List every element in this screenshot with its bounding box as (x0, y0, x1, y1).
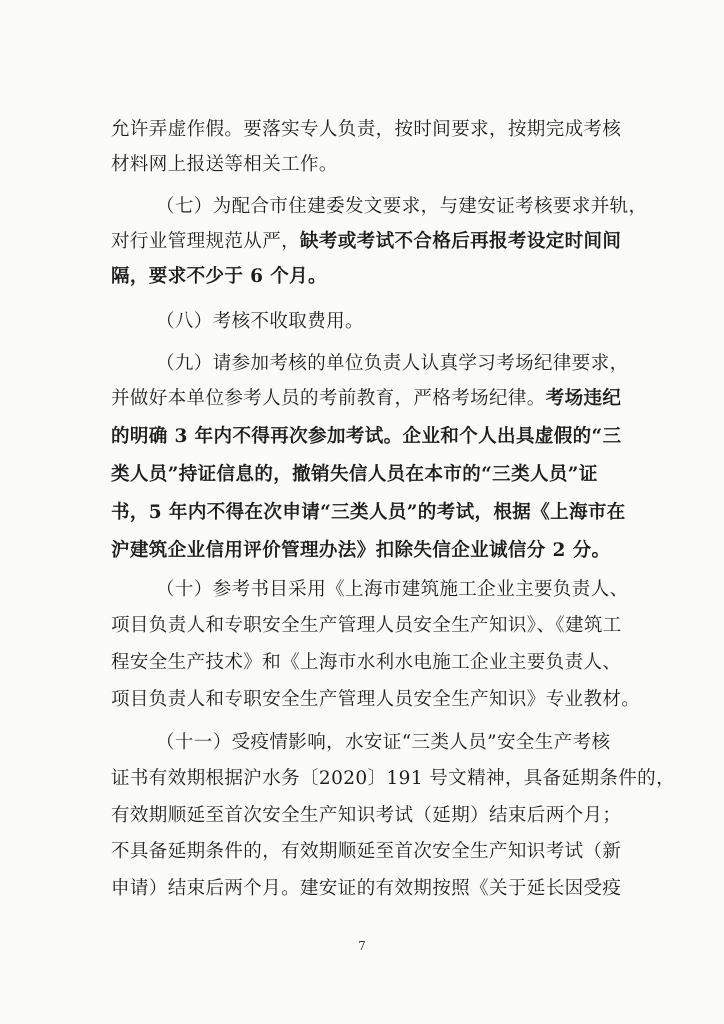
text-line-16: 项目负责人和专职安全生产管理人员安全生产知识》专业教材。 (111, 689, 641, 710)
text-line-21: 申请）结束后两个月。建安证的有效期按照《关于延长因受疫 (111, 878, 622, 899)
text-line-19: 有效期顺延至首次安全生产知识考试（延期）结束后两个月； (111, 805, 622, 826)
text-line-7: （九）请参加考核的单位负责人认真学习考场纪律要求， (156, 353, 629, 374)
text-line-4 (111, 224, 651, 260)
text-line-13: （十）参考书目采用《上海市建筑施工企业主要负责人、 (156, 579, 629, 600)
text-line-2: 材料网上报送等相关工作。 (111, 154, 338, 175)
text-line-10: 类人员”持证信息的，撤销失信人员在本市的“三类人员”证 (111, 464, 598, 485)
normal-text: 并做好本单位参考人员的考前教育，严格考场纪律。 (111, 388, 546, 409)
bold-text: 缺考或考试不合格后再报考设定时间间 (300, 231, 622, 252)
text-line-1: 允许弄虚作假。要落实专人负责，按时间要求，按期完成考核 (111, 119, 622, 140)
text-line-12: 沪建筑企业信用评价管理办法》扣除失信企业诚信分 2 分。 (111, 540, 611, 561)
text-line-6: （八）考核不收取费用。 (156, 311, 364, 332)
bold-text: 考场违纪 (545, 388, 622, 409)
normal-text: 对行业管理规范从严， (111, 231, 301, 252)
text-line-18: 证书有效期根据沪水务〔2020〕191 号文精神，具备延期条件的， (111, 768, 675, 789)
text-line-14: 项目负责人和专职安全生产管理人员安全生产知识》、《建筑工 (111, 615, 622, 636)
text-line-11: 书，5 年内不得在次申请“三类人员”的考试，根据《上海市在 (111, 502, 626, 523)
text-line-9: 的明确 3 年内不得再次参加考试。企业和个人出具虚假的“三 (111, 426, 622, 447)
text-line-20: 不具备延期条件的，有效期顺延至首次安全生产知识考试（新 (111, 841, 622, 862)
text-line-17: （十一）受疫情影响，水安证“三类人员”安全生产考核 (156, 732, 611, 753)
text-line-8 (111, 381, 651, 417)
page-number: 7 (358, 939, 366, 953)
text-line-3: （七）为配合市住建委发文要求，与建安证考核要求并轨， (156, 196, 648, 217)
text-line-5: 隔，要求不少于 6 个月。 (111, 266, 327, 287)
text-line-15: 程安全生产技术》和《上海市水利水电施工企业主要负责人、 (111, 652, 622, 673)
